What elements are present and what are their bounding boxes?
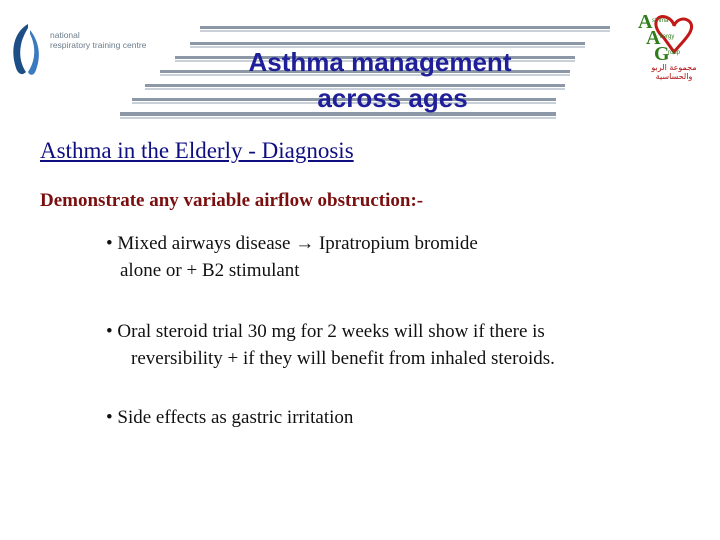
logo-word-2: llergy [660,34,675,40]
lungs-swirl-icon [8,20,48,80]
section-title: Asthma in the Elderly - Diagnosis [40,138,354,163]
logo-arabic-tagline: مجموعة الربو والحساسية [651,63,697,81]
header-title-line1: Asthma management [248,47,512,77]
logo-word-1: sthma [652,18,669,24]
intro-text: Demonstrate any variable airflow obstruction:- [40,190,424,211]
bullet-line: • Oral steroid trial 30 mg for 2 weeks will show if there is [106,321,545,342]
aag-logo [636,8,716,81]
bullet-item [106,318,686,372]
nrtc-logo [8,20,158,82]
logo-word-3: roup [668,50,681,56]
bullet-item [106,404,626,431]
logo-letter-3: G [654,43,670,64]
bullet-item [106,230,626,284]
org-name: national respiratory training centre [50,30,147,50]
logo-letter-1: A [638,11,653,33]
logo-letter-2: A [646,27,661,49]
bullet-line: reversibility + if they will benefit from inhaled steroids. [131,348,555,369]
header-title-line2: across ages [317,83,468,113]
bullet-line: • Side effects as gastric irritation [106,407,354,428]
bullet-line: • Mixed airways disease → Ipratropium bromide [106,233,478,254]
header-title [190,44,570,116]
bullet-line: alone or + B2 stimulant [120,260,300,281]
